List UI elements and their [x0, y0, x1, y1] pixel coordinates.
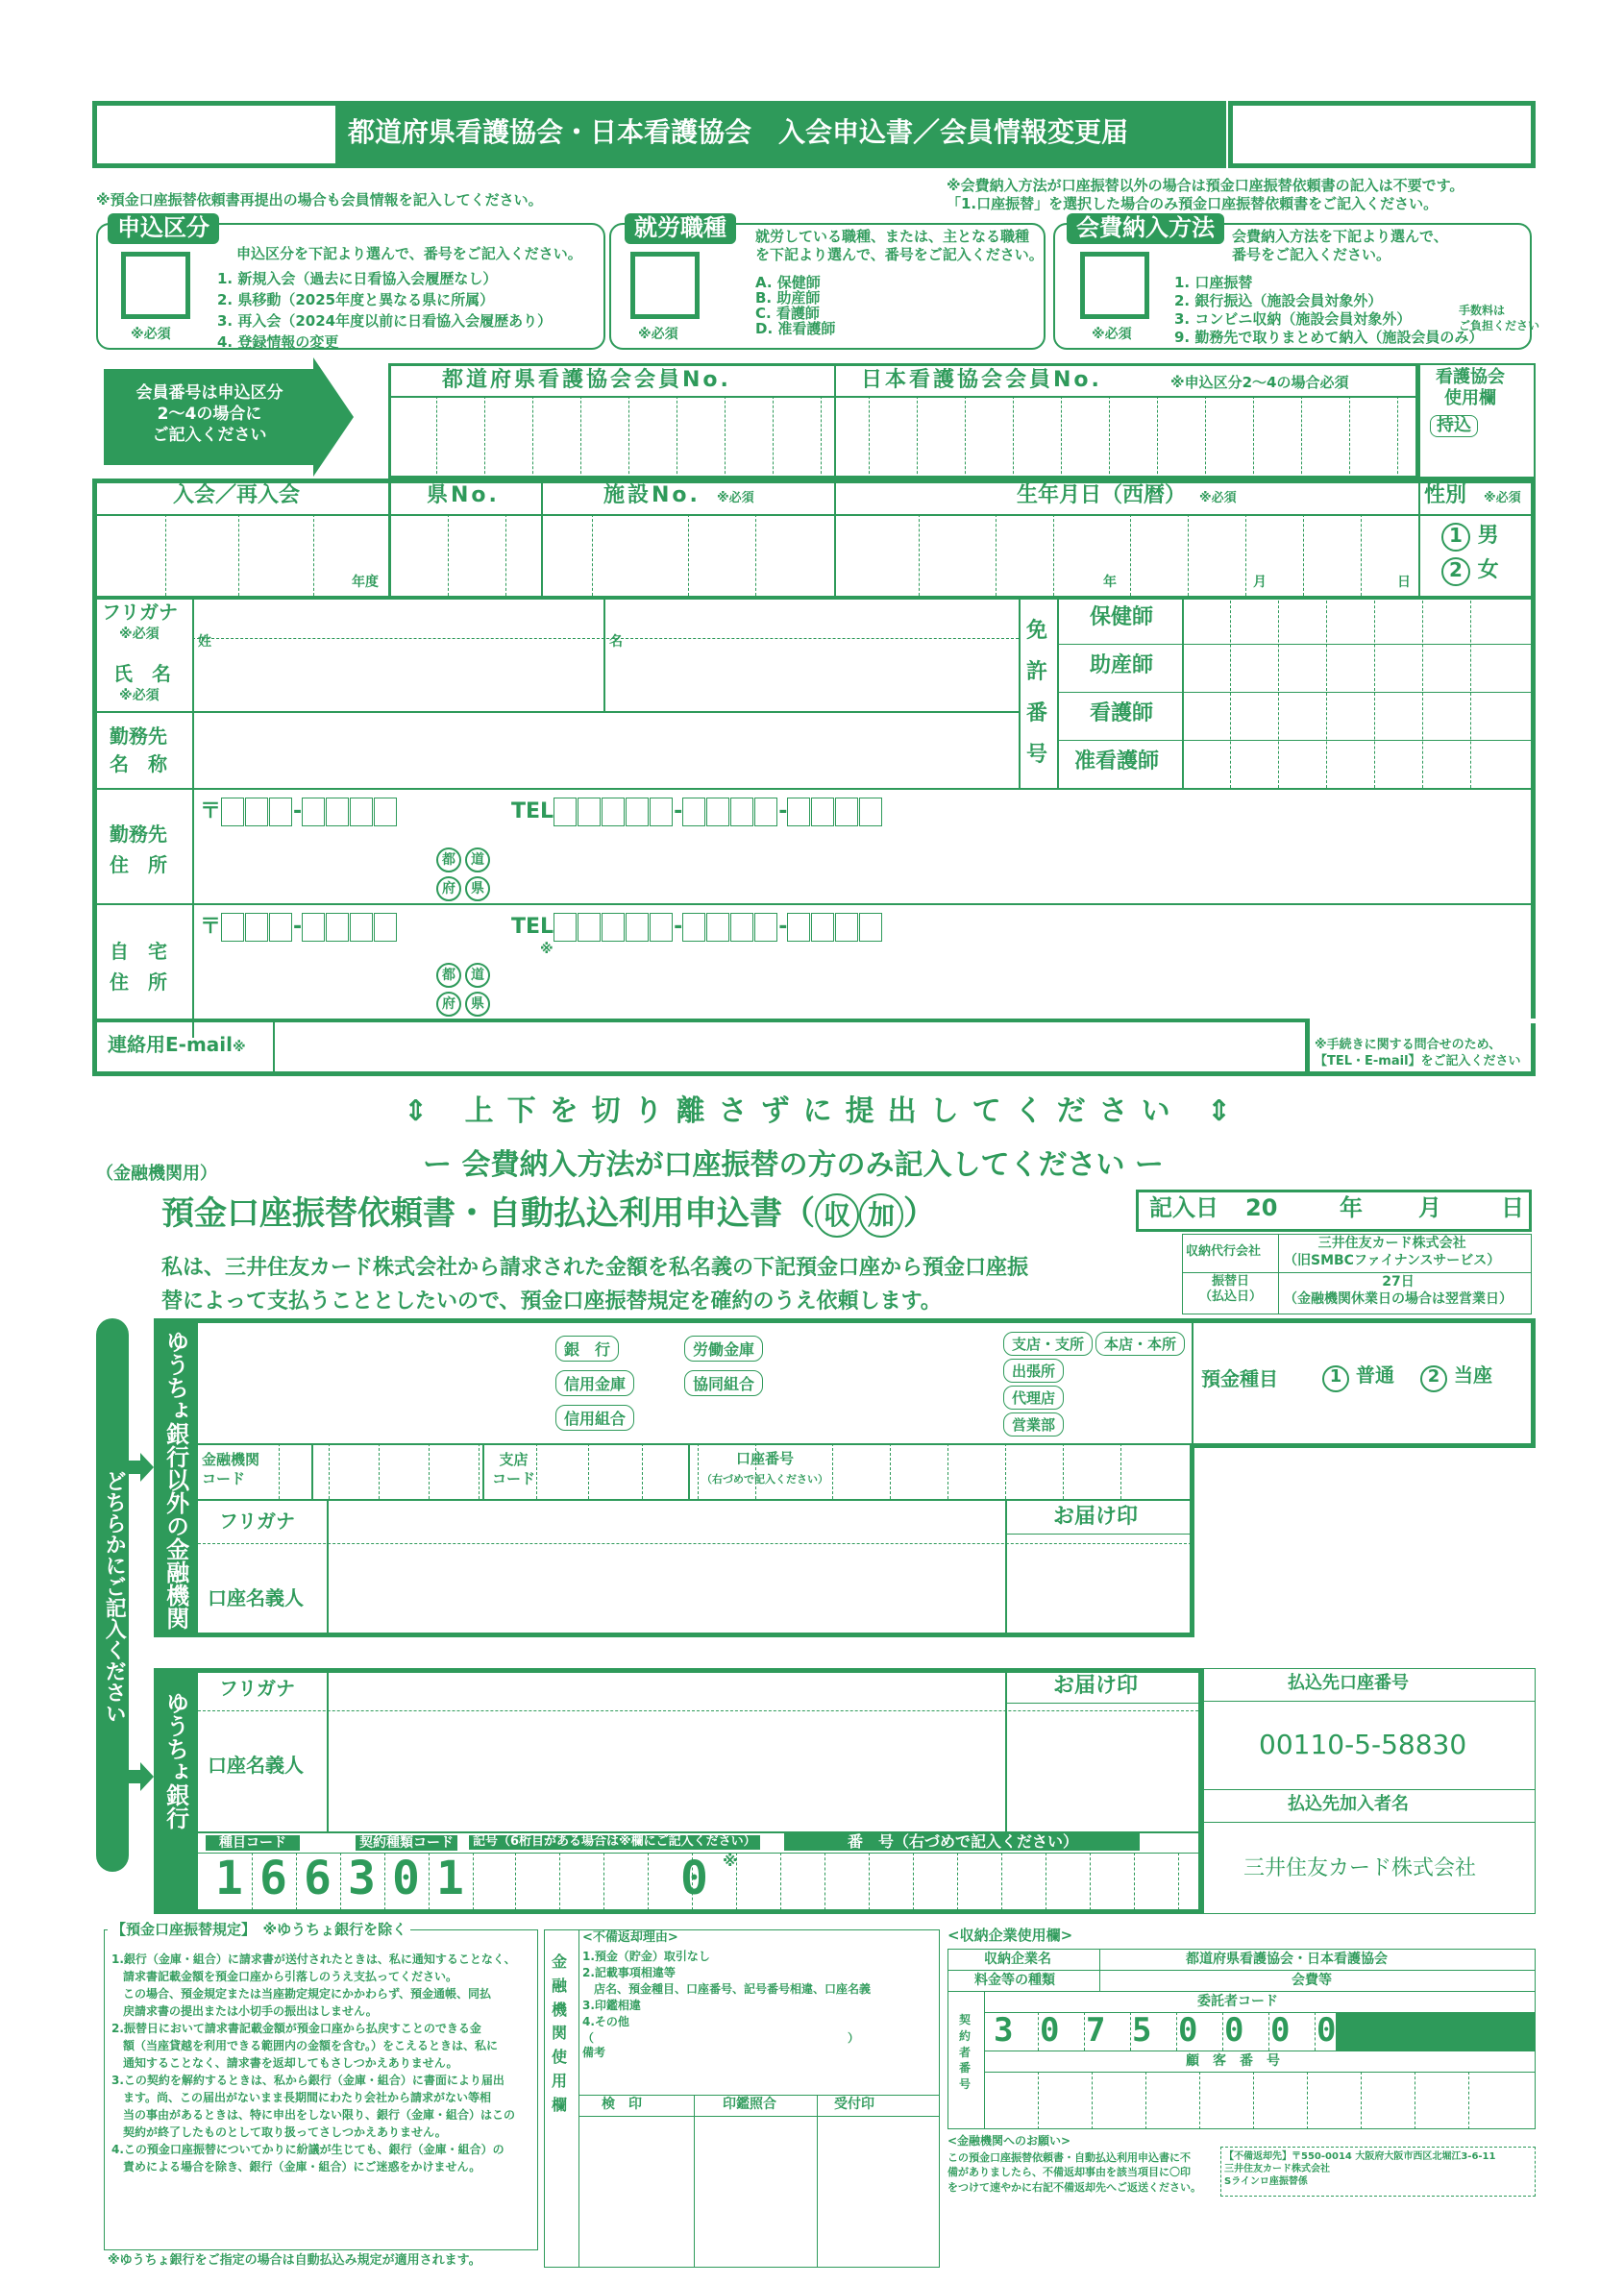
birth-month-suffix: 月 [1253, 575, 1267, 590]
home-tel-note: ※ [540, 942, 554, 957]
yucho-cell-divider [429, 1853, 430, 1910]
member-no-cell-divider [821, 396, 822, 479]
bank-code-cell-divider [1120, 1443, 1121, 1499]
entrust-code-digit: 7 [1086, 2011, 1106, 2050]
yucho-cell-divider [780, 1853, 781, 1910]
yucho-cell-divider [384, 1853, 385, 1910]
yucho-cell-divider [957, 1853, 958, 1910]
entrust-code-divider [1222, 2012, 1223, 2051]
branch-type-tag[interactable]: 代理店 [1003, 1386, 1064, 1410]
pay-method-title: 会費納入方法 [1067, 213, 1224, 244]
apply-type-instr: 申込区分を下記より選んで、番号をご記入ください。 [236, 245, 582, 262]
work-pref-char: 県 [465, 876, 490, 901]
member-no-cell-divider [580, 396, 581, 479]
other-seal-label: お届け印 [1053, 1505, 1139, 1529]
other-holder-label: 口座名義人 [208, 1586, 304, 1609]
yucho-cell-divider [296, 1853, 297, 1910]
entrust-code-digit: 5 [1132, 2011, 1152, 2050]
apply-type-input[interactable] [121, 252, 190, 319]
bank-code-cell-divider [832, 1443, 833, 1499]
header-note-left: ※預金口座振替依頼書再提出の場合も会員情報を記入してください。 [96, 191, 543, 209]
member-no-cell-divider [484, 396, 485, 479]
yucho-cell-divider [1001, 1853, 1002, 1910]
home-pref-char: 府 [436, 992, 461, 1017]
jna-member-no-note: ※申込区分2〜4の場合必須 [1170, 374, 1349, 391]
sei-label: 姓 [198, 634, 211, 650]
entrust-code-digit: 0 [1178, 2011, 1198, 2050]
transfer-day-value: 27日 （金融機関休業日の場合は翌営業日） [1284, 1274, 1513, 1307]
payee-name-label: 払込先加入者名 [1288, 1794, 1409, 1814]
pay-method-option: 9. 勤務先で取りまとめて納入（施設会員のみ） [1174, 329, 1484, 346]
yucho-cell-divider [559, 1853, 560, 1910]
apply-type-option: 2. 県移動（2025年度と異なる県に所属） [217, 291, 495, 308]
carry-in-label: 持込 [1430, 415, 1478, 437]
yucho-cell-divider [603, 1853, 604, 1910]
row2-cell-divider [448, 514, 449, 596]
member-no-cell-divider [1253, 396, 1254, 479]
fin-reason-items: 1.預金（貯金）取引なし 2.記載事項相違等 店名、預金種目、口座番号、記号番号相違、口座名義 3.印鑑相違 4.その他 （ ） [582, 1950, 872, 2046]
home-addr-label: 自 宅 住 所 [110, 940, 167, 994]
entrust-code-digit: 0 [1270, 2011, 1291, 2050]
row2-cell-divider [755, 514, 756, 596]
jna-member-no-label: 日本看護協会会員No. [861, 368, 1102, 392]
join-year-suffix: 年度 [352, 575, 379, 590]
bank-code-cell-divider [329, 1443, 330, 1499]
furigana-req: ※必須 [119, 626, 160, 642]
license-type-3: 看護師 [1090, 701, 1154, 725]
bank-code-cell-divider [279, 1443, 280, 1499]
job-type-title: 就労職種 [625, 213, 736, 244]
home-zip[interactable]: 〒 - [200, 913, 398, 942]
bank-form-title: 預金口座振替依頼書・自動払込利用申込書（ 収 加 ） [161, 1193, 936, 1238]
account-no-note: （右づめで記入ください） [701, 1473, 828, 1486]
row2-cell-divider [688, 514, 689, 596]
pref-no-label: 県No. [427, 483, 500, 507]
fin-request-title: <金融機関へのお願い> [947, 2134, 1071, 2148]
license-cell-divider [1230, 596, 1231, 788]
bank-type-tag[interactable]: 信用金庫 [555, 1370, 634, 1396]
bank-code-cell-divider [698, 1443, 699, 1499]
entrust-code-divider [1130, 2012, 1131, 2051]
entrust-code-digit: 3 [994, 2011, 1014, 2050]
member-no-cell-divider [436, 396, 437, 479]
job-type-input[interactable] [630, 252, 700, 319]
apply-type-req: ※必須 [131, 327, 171, 342]
bank-code-cell-divider [890, 1443, 891, 1499]
fin-bikou: 備考 [582, 2046, 606, 2059]
payee-account-value: 00110-5-58830 [1259, 1729, 1467, 1760]
deposit-futsu[interactable]: 1 普通 [1322, 1364, 1394, 1392]
deposit-touza[interactable]: 2 当座 [1420, 1364, 1492, 1392]
rules-text: 1.銀行（金庫・組合）に請求書が送付されたときは、私に通知することなく、 請求書記載金額を預金口座から引落しのうえ支払ってください。 この場合、預金規定または当座勘定規定にかかわらず、預金通帳、同払 戻請求書の提出または小切手の振出はしません。 2.振替日において請求書記載金額が預金口座から払戻すことのできる金 額（当座貸越を利用できる範囲内の金額を含む。）をこえるときは、私に 通知することなく、請求書を返却してもさしつかえありません。 3.この契約を解約するときは、私から銀行（金庫・組合）に書面により届出 ます。尚、この届出がないまま長期間にわたり会社から請求がない等相 当の事由があるときは、特に申出をしない限り、銀行（金庫・組合）はこの 契約が終了したものとして取り扱ってさしつかえありません。 4.この預金口座振替についてかりに紛議が生じても、銀行（金庫・組合）の 責めによる場合を除き、銀行（金庫・組合）にご迷惑をかけません。 [111, 1952, 516, 2173]
yucho-cell-divider [1090, 1853, 1091, 1910]
gender-female[interactable]: 2 女 [1441, 557, 1499, 586]
yucho-cell-divider [913, 1853, 914, 1910]
header-left-box [92, 101, 340, 168]
entrust-code-divider [1084, 2012, 1085, 2051]
contractor-no-label: 契 約 者 番 号 [959, 2013, 972, 2092]
member-no-cell-divider [773, 396, 774, 479]
bank-code-cell-divider [947, 1443, 948, 1499]
work-pref-char: 都 [436, 847, 461, 872]
fill-date-day: 日 [1501, 1194, 1524, 1221]
rules-title: 【預金口座振替規定】 ※ゆうちょ銀行を除く [108, 1922, 410, 1938]
account-no-label: 口座番号 [736, 1450, 795, 1467]
corp-name-value: 都道府県看護協会・日本看護協会 [1186, 1952, 1388, 1967]
yucho-code-digit: 3 [348, 1852, 376, 1905]
email-note: ※手続きに関する問合せのため、 【TEL・E-mail】をご記入ください [1315, 1038, 1521, 1068]
bank-code-cell-divider [379, 1443, 380, 1499]
license-cell-divider [1374, 596, 1375, 788]
row2-cell-divider [592, 514, 593, 596]
rules-footer: ※ゆうちょ銀行をご指定の場合は自動払込み規定が適用されます。 [108, 2253, 481, 2268]
pay-method-option: 2. 銀行振込（施設会員対象外） [1174, 292, 1383, 309]
member-no-cell-divider [1349, 396, 1350, 479]
bank-type-tag[interactable]: 銀 行 [555, 1336, 619, 1362]
yucho-cell-divider [648, 1853, 649, 1910]
other-bank-label: ゆうちょ銀行以外の金融機関 [161, 1330, 189, 1630]
job-type-option: D. 准看護師 [755, 320, 836, 337]
birth-year-suffix: 年 [1103, 575, 1117, 590]
row2-cell-divider [1303, 514, 1304, 596]
license-row-divider [1057, 740, 1536, 741]
bank-code-section-divider [311, 1443, 313, 1499]
birth-day-suffix: 日 [1397, 575, 1411, 590]
fin-use-label: 金 融 機 関 使 用 欄 [552, 1952, 568, 2114]
header-right-box[interactable] [1228, 101, 1536, 168]
entrust-code-divider [1176, 2012, 1177, 2051]
license-row-divider [1057, 692, 1536, 693]
member-no-cell-divider [917, 396, 918, 479]
home-tel[interactable]: TEL - - [511, 913, 883, 942]
row2-cell-divider [1053, 514, 1054, 596]
home-pref-char: 都 [436, 963, 461, 988]
mei-label: 名 [609, 634, 623, 650]
either-text: どちらかにご記入ください [102, 1470, 127, 1724]
yucho-code-digit: 0 [392, 1852, 420, 1905]
member-no-cell-divider [1157, 396, 1158, 479]
branch-type-tag[interactable]: 本店・本所 [1095, 1332, 1185, 1356]
corp-title: <収納企業使用欄> [947, 1927, 1073, 1944]
gender-req: ※必須 [1484, 491, 1521, 505]
fee-type-value: 会費等 [1292, 1973, 1332, 1988]
bank-code-cell-divider [642, 1443, 643, 1499]
email-label: 連絡用E-mail※ [108, 1033, 246, 1056]
license-cell-divider [1422, 596, 1423, 788]
fin-reason-title: <不備返却理由> [582, 1930, 678, 1945]
apply-type-title: 申込区分 [108, 213, 219, 244]
pay-method-side-note: 手数料は ご負担ください [1459, 304, 1540, 332]
payee-name-value: 三井住友カード株式会社 [1243, 1856, 1477, 1880]
yucho-cell-divider [473, 1853, 474, 1910]
member-no-arrow-text: 会員番号は申込区分 2〜4の場合に ご記入ください [113, 382, 306, 446]
work-zip[interactable]: 〒 - [200, 798, 398, 826]
deposit-type-label: 預金種目 [1201, 1367, 1278, 1390]
yucho-cell-divider [340, 1853, 341, 1910]
fee-type-label: 料金等の種類 [974, 1973, 1055, 1988]
yucho-mark: ※ [723, 1852, 738, 1870]
branch-type-tag[interactable]: 支店・支所 [1003, 1332, 1093, 1356]
bank-paragraph: 私は、三井住友カード株式会社から請求された金額を私名義の下記預金口座から預金口座振 替によって支払うこととしたいので、預金口座振替規定を確約のうえ依頼します。 [161, 1256, 1029, 1314]
branch-type-tag[interactable]: 出張所 [1003, 1359, 1064, 1383]
license-type-2: 助産師 [1090, 653, 1154, 677]
row2-cell-divider [1245, 514, 1246, 596]
kind-code-label: 種目コード [206, 1835, 300, 1851]
pay-method-input[interactable] [1080, 252, 1149, 319]
member-no-cell-divider [1061, 396, 1062, 479]
fill-date-month: 月 [1418, 1194, 1441, 1221]
work-name-label: 勤務先 名 称 [110, 724, 167, 775]
yucho-cell-divider [515, 1853, 516, 1910]
fill-date-label: 記入日 [1149, 1194, 1218, 1221]
yucho-furigana-label: フリガナ [219, 1677, 295, 1700]
fin-stamp-col-2: 印鑑照合 [723, 2097, 776, 2112]
yucho-code-digit: 1 [436, 1852, 464, 1905]
member-no-cell-divider [1205, 396, 1206, 479]
yucho-code-digit: 6 [259, 1852, 287, 1905]
row2-cell-divider [238, 514, 239, 596]
license-cell-divider [1470, 596, 1471, 788]
bank-code-section-divider [688, 1443, 690, 1499]
job-type-req: ※必須 [638, 327, 678, 342]
row2-cell-divider [1130, 514, 1131, 596]
yucho-code-digit: 1 [215, 1852, 243, 1905]
bank-code-section-divider [482, 1443, 484, 1499]
row2-cell-divider [165, 514, 166, 596]
job-type-instr2: を下記より選んで、番号をご記入ください。 [755, 246, 1044, 263]
job-type-instr1: 就労している職種、または、主となる職種 [755, 228, 1030, 245]
yucho-holder-label: 口座名義人 [208, 1754, 304, 1777]
work-pref-char: 府 [436, 876, 461, 901]
return-address: 【不備返却先】〒550-0014 大阪府大阪市西区北堀江3-6-11 三井住友カード株式会社 Sラインロ座振替係 [1224, 2151, 1496, 2187]
work-pref-char: 道 [465, 847, 490, 872]
yucho-label: ゆうちょ銀行 [161, 1691, 189, 1830]
birth-label: 生年月日（西暦） [1017, 483, 1187, 507]
member-no-arrow-head [313, 357, 354, 477]
pay-method-req: ※必須 [1092, 327, 1132, 342]
furigana-label: フリガナ [102, 601, 178, 624]
job-type-option: A. 保健師 [755, 274, 821, 291]
bank-code-cell-divider [429, 1443, 430, 1499]
entrust-code-divider [1038, 2012, 1039, 2051]
bank-code-cell-divider [479, 1443, 480, 1499]
name-label: 氏 名 [113, 662, 171, 685]
job-type-option: C. 看護師 [755, 305, 820, 322]
home-pref-char: 県 [465, 992, 490, 1017]
license-label: 免 許 番 号 [1026, 619, 1048, 767]
member-no-cell-divider [869, 396, 870, 479]
member-no-cell-divider [1301, 396, 1302, 479]
fin-request-text: この預金口座振替依頼書・自動払込利用申込書に不 備がありましたら、不備返却事由を該当項目に〇印 をつけて速やかに右記不備返却先へご返送ください。 [947, 2151, 1201, 2194]
pay-method-option: 1. 口座振替 [1174, 274, 1253, 291]
other-furigana-label: フリガナ [219, 1510, 295, 1533]
yucho-zero-digit: 0 [680, 1852, 708, 1905]
transfer-day-label: 振替日 （払込日） [1199, 1274, 1263, 1305]
bank-type-tag[interactable]: 労働金庫 [684, 1336, 763, 1362]
license-type-4: 准看護師 [1074, 749, 1160, 774]
bank-code-cell-divider [1005, 1443, 1006, 1499]
yucho-cell-divider [869, 1853, 870, 1910]
bank-only-notice: ー 会費納入方法が口座振替の方のみ記入してください ー [423, 1148, 1164, 1182]
header-note-right1: ※会費納入方法が口座振替以外の場合は預金口座振替依頼書の記入は不要です。 [947, 177, 1464, 194]
page-title: 都道府県看護協会・日本看護協会 入会申込書／会員情報変更届 [348, 116, 1129, 148]
license-type-1: 保健師 [1090, 605, 1154, 629]
member-no-cell-divider [965, 396, 966, 479]
entrust-code-label: 委託者コード [1197, 1994, 1278, 2009]
member-no-cell-divider [628, 396, 629, 479]
entrust-code-digit: 0 [1224, 2011, 1244, 2050]
branch-type-tag[interactable]: 営業部 [1003, 1412, 1064, 1437]
bank-code-cell-divider [1063, 1443, 1064, 1499]
bango-label: 番 号（右づめで記入ください） [784, 1833, 1140, 1851]
work-addr-label: 勤務先 住 所 [110, 823, 167, 876]
license-cell-divider [1278, 596, 1279, 788]
row2-cell-divider [313, 514, 314, 596]
member-no-cell-divider [1109, 396, 1110, 479]
apply-type-option: 1. 新規入会（過去に日看協入会履歴なし） [217, 270, 498, 287]
gender-male[interactable]: 1 男 [1441, 523, 1499, 552]
join-label: 入会／再入会 [173, 483, 301, 507]
pay-method-instr2: 番号をご記入ください。 [1232, 246, 1391, 263]
branch-code-label: 支店 コード [492, 1451, 536, 1487]
payee-account-label: 払込先口座番号 [1288, 1673, 1409, 1693]
home-pref-char: 道 [465, 963, 490, 988]
member-no-cell-divider [725, 396, 726, 479]
row2-cell-divider [1361, 514, 1362, 596]
entrust-code-digit: 0 [1316, 2011, 1337, 2050]
birth-req: ※必須 [1199, 491, 1237, 505]
row2-cell-divider [1188, 514, 1189, 596]
contract-code-label: 契約種類コード [356, 1835, 457, 1851]
bank-type-tag[interactable]: 協同組合 [684, 1370, 763, 1396]
cut-notice: ⇕ 上下を切り離さずに提出してください ⇕ [404, 1094, 1245, 1128]
row2-cell-divider [505, 514, 506, 596]
yucho-cell-divider [252, 1853, 253, 1910]
work-tel[interactable]: TEL - - [511, 798, 883, 826]
bank-code-cell-divider [536, 1443, 537, 1499]
yucho-seal-label: お届け印 [1053, 1674, 1139, 1698]
row2-cell-divider [996, 514, 997, 596]
yucho-code-digit: 6 [304, 1852, 332, 1905]
agent-value: 三井住友カード株式会社 （旧SMBCファイナンスサービス） [1284, 1236, 1501, 1268]
member-no-cell-divider [1397, 396, 1398, 479]
license-cell-divider [1326, 596, 1327, 788]
member-no-cell-divider [532, 396, 533, 479]
yucho-cell-divider [1178, 1853, 1179, 1910]
header-note-right2: 「1.口座振替」を選択した場合のみ預金口座振替依頼書をご記入ください。 [947, 195, 1439, 212]
entrust-code-divider [1268, 2012, 1269, 2051]
pay-method-option: 3. コンビニ収納（施設会員対象外） [1174, 310, 1412, 328]
license-row-divider [1057, 644, 1536, 645]
bank-code-cell-divider [588, 1443, 589, 1499]
fill-date-20: 20 [1245, 1194, 1278, 1221]
kigo-label: 記号（6桁目がある場合は※欄にご記入ください） [469, 1835, 760, 1850]
row2-cell-divider [919, 514, 920, 596]
customer-no-label: 顧 客 番 号 [1186, 2053, 1280, 2069]
facility-no-label: 施設No. [603, 483, 701, 507]
bank-code-label: 金融機関 コード [202, 1451, 260, 1487]
job-type-option: B. 助産師 [755, 289, 821, 307]
pref-member-no-label: 都道府県看護協会会員No. [442, 368, 731, 392]
apply-type-option: 4. 登録情報の変更 [217, 333, 339, 351]
entrust-code-digit: 0 [1040, 2011, 1060, 2050]
facility-no-req: ※必須 [717, 491, 754, 505]
gender-label: 性別 [1424, 483, 1467, 507]
member-no-cell-divider [1013, 396, 1014, 479]
bank-use-label: （金融機関用） [96, 1164, 217, 1184]
entrust-code-divider [1315, 2012, 1316, 2051]
bank-type-tag[interactable]: 信用組合 [555, 1405, 634, 1431]
apply-type-option: 3. 再入会（2024年度以前に日看協入会履歴あり） [217, 312, 553, 330]
fin-stamp-col-3: 受付印 [834, 2097, 874, 2112]
yucho-cell-divider [824, 1853, 825, 1910]
corp-name-label: 収納企業名 [984, 1952, 1051, 1967]
pay-method-instr1: 会費納入方法を下記より選んで、 [1232, 228, 1448, 245]
name-req: ※必須 [119, 688, 160, 703]
fill-date-year: 年 [1340, 1194, 1363, 1221]
agent-label: 収納代行会社 [1186, 1244, 1262, 1259]
fin-stamp-col-1: 検 印 [602, 2097, 642, 2112]
association-use-label: 看護協会 使用欄 [1436, 367, 1505, 408]
yucho-cell-divider [1134, 1853, 1135, 1910]
